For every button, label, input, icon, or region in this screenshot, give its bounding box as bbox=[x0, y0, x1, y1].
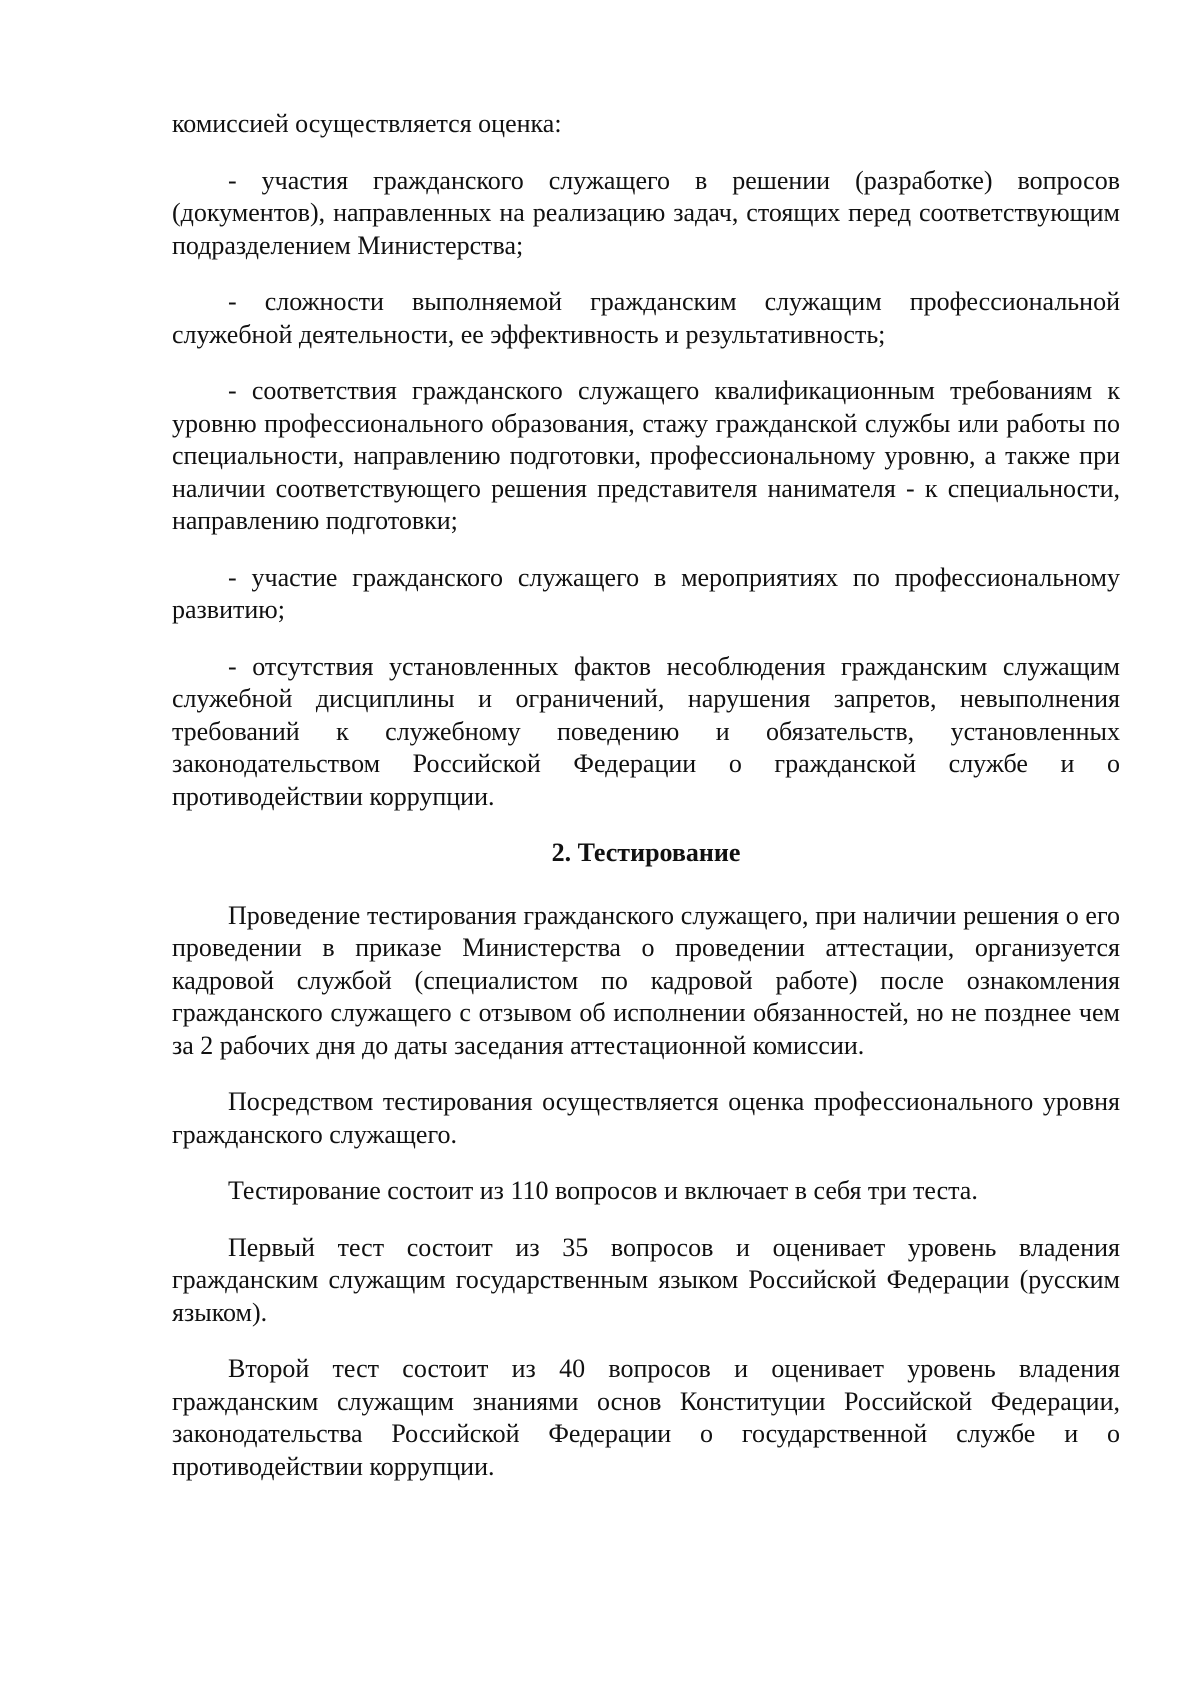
intro-paragraph: комиссией осуществляется оценка: bbox=[172, 109, 562, 138]
list-item: - соответствия гражданского служащего квалификационным требованиям к уровню профессионального образования, стажу гражданской службы или работы по специальности, направлению подготовки, профессиональному уровню, а также при наличии соответствующего решения представителя нанимателя - к специальности, направлению подготовки; bbox=[172, 376, 1120, 535]
document-page bbox=[172, 108, 1120, 1507]
body-paragraph: Проведение тестирования гражданского служащего, при наличии решения о его проведении в приказе Министерства о проведении аттестации, организуется кадровой службой (специалистом по кадровой работе) после ознакомления гражданского служащего с отзывом об исполнении обязанностей, но не позднее чем за 2 рабочих дня до даты заседания аттестационной комиссии. bbox=[172, 900, 1120, 1060]
body-paragraph: Второй тест состоит из 40 вопросов и оценивает уровень владения гражданским служащим знаниями основ Конституции Российской Федерации, законодательства Российской Федерации о государственной службе и о противодействии коррупции. bbox=[172, 1354, 1120, 1481]
list-item: - участия гражданского служащего в решении (разработке) вопросов (документов), направленных на реализацию задач, стоящих перед соответствующим подразделением Министерства; bbox=[172, 165, 1120, 260]
list-item: - участие гражданского служащего в мероприятиях по профессиональному развитию; bbox=[172, 562, 1120, 624]
body-paragraph: Первый тест состоит из 35 вопросов и оценивает уровень владения гражданским служащим государственным языком Российской Федерации (русским языком). bbox=[172, 1232, 1120, 1327]
body-paragraph: Посредством тестирования осуществляется оценка профессионального уровня гражданского служащего. bbox=[172, 1087, 1120, 1149]
section-heading: 2. Тестирование bbox=[551, 838, 741, 867]
body-paragraph: Тестирование состоит из 110 вопросов и включает в себя три теста. bbox=[228, 1176, 978, 1205]
list-item: - сложности выполняемой гражданским служащим профессиональной служебной деятельности, ее эффективность и результативность; bbox=[172, 287, 1120, 349]
list-item: - отсутствия установленных фактов несоблюдения гражданским служащим служебной дисциплины и ограничений, нарушения запретов, невыполнения требований к служебному поведению и обязательств, установленных законодательством Российской Федерации о гражданской службе и о противодействии коррупции. bbox=[172, 651, 1120, 811]
